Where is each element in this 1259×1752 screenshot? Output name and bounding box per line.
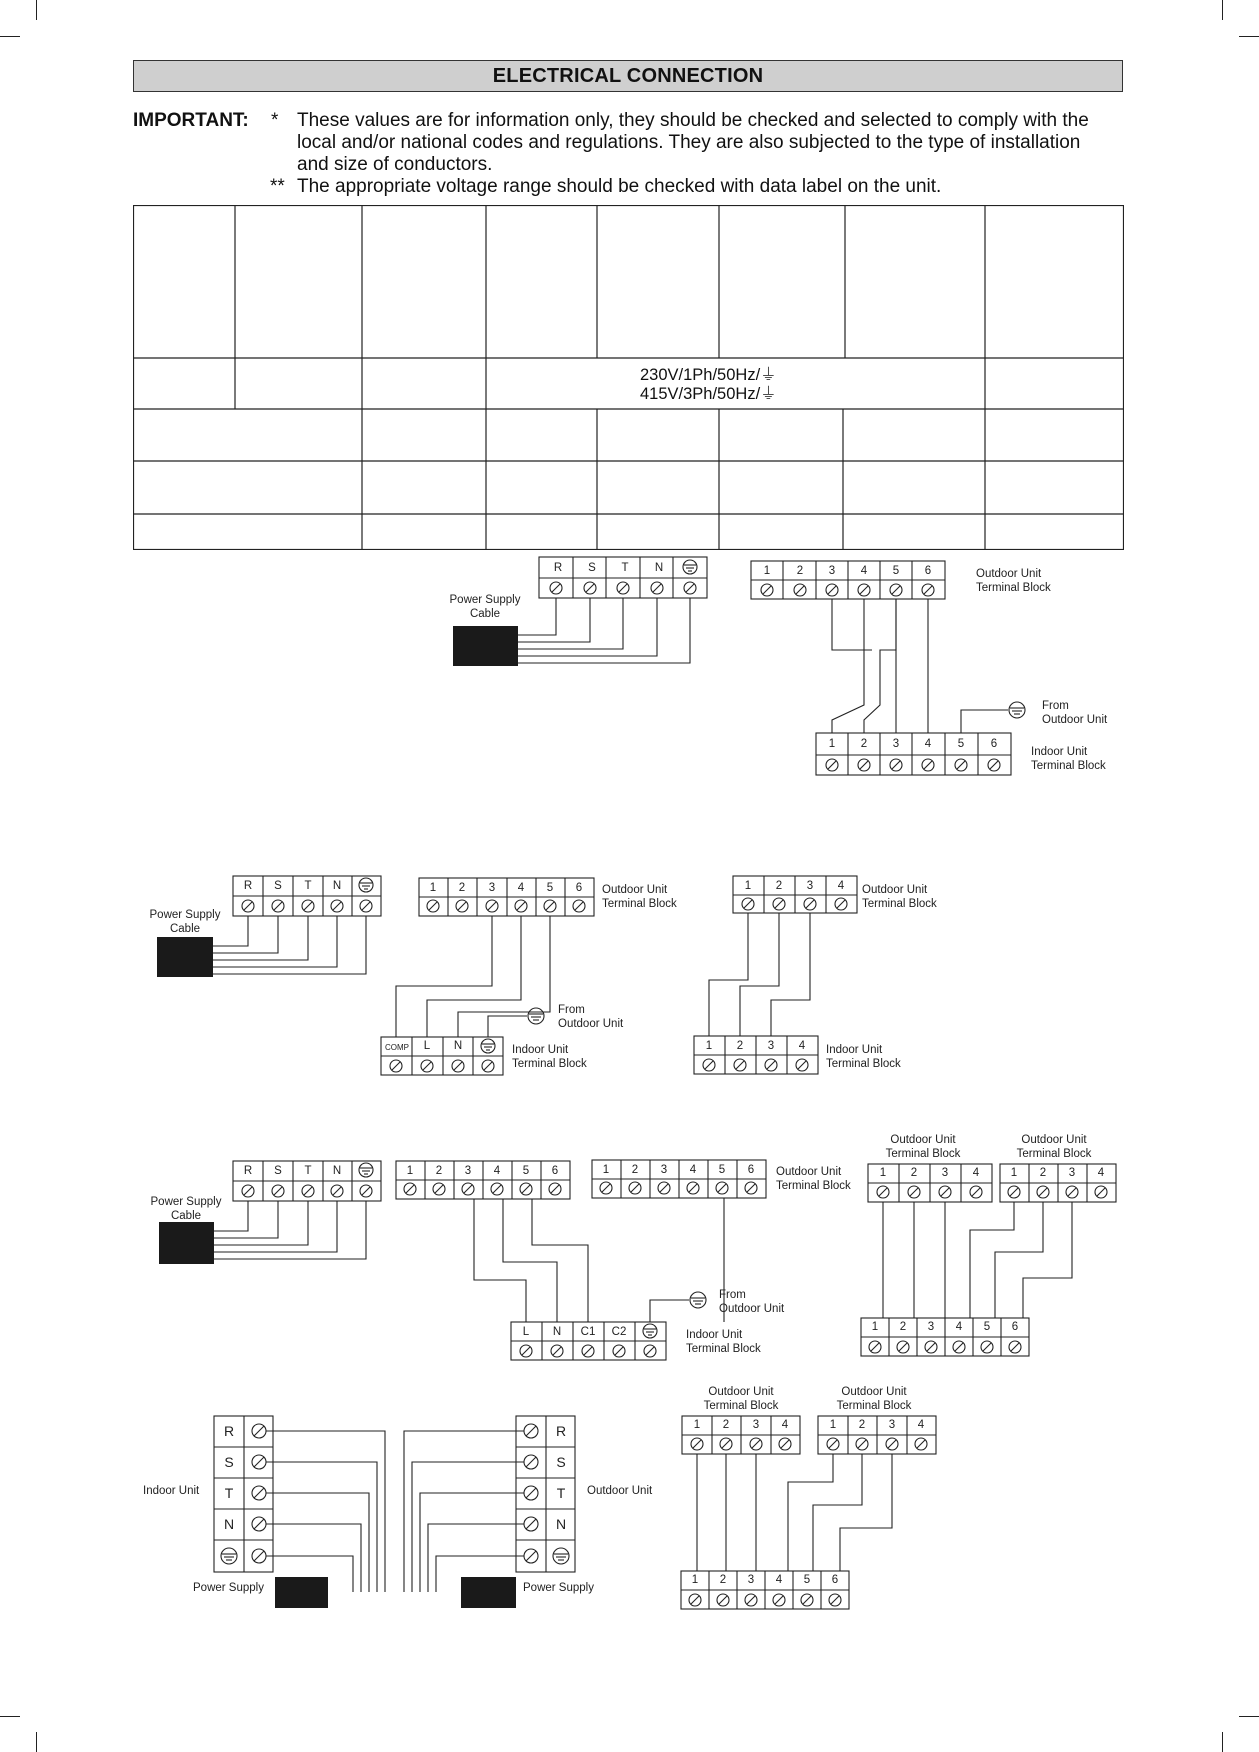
d4r-in-5: 5 xyxy=(803,1574,811,1586)
d2-out-1: 1 xyxy=(429,882,437,894)
crop-mark xyxy=(1222,1732,1223,1752)
d3r-in-6: 6 xyxy=(1011,1321,1019,1333)
d4-power-supply-right: Power Supply xyxy=(523,1582,594,1594)
d3-power-supply-label: Power Supply Cable xyxy=(150,1196,222,1222)
note1-mark: * xyxy=(271,110,279,131)
d1-terminal-s: S xyxy=(588,562,596,574)
d2-terminal-t: T xyxy=(304,880,312,892)
d2b-in-2: 2 xyxy=(736,1040,744,1052)
note1-line2: local and/or national codes and regulations. They are also subjected to the type of installation xyxy=(297,132,1081,153)
d2-in-n: N xyxy=(453,1040,463,1052)
d4r-in-2: 2 xyxy=(719,1574,727,1586)
d4r-in-4: 4 xyxy=(775,1574,783,1586)
d1-terminal-r: R xyxy=(553,562,563,574)
d3-terminal-n: N xyxy=(332,1165,342,1177)
d1-in-6: 6 xyxy=(990,738,998,750)
d1-out-4: 4 xyxy=(860,565,868,577)
d2-out-5: 5 xyxy=(546,882,554,894)
d3a-out-6: 6 xyxy=(551,1165,559,1177)
d2b-out-3: 3 xyxy=(806,880,814,892)
note1-line1: These values are for information only, they should be checked and selected to comply with the xyxy=(297,110,1089,131)
d1-outdoor-label: Outdoor Unit Terminal Block xyxy=(976,568,1051,594)
d4r-outa-2: 2 xyxy=(722,1419,730,1431)
d4-right-r: R xyxy=(555,1423,567,1439)
d3-indoor-label: Indoor Unit Terminal Block xyxy=(686,1329,761,1355)
d3b-out-3: 3 xyxy=(660,1164,668,1176)
d3a-out-4: 4 xyxy=(493,1165,501,1177)
d3b-out-1: 1 xyxy=(602,1164,610,1176)
d4r-in-1: 1 xyxy=(691,1574,699,1586)
d4-r-outdoor-label-a: Outdoor Unit Terminal Block xyxy=(703,1386,779,1412)
d1-out-3: 3 xyxy=(828,565,836,577)
d2b-indoor-label: Indoor Unit Terminal Block xyxy=(826,1044,901,1070)
d1-from-label: From Outdoor Unit xyxy=(1042,700,1108,726)
d2-terminal-n: N xyxy=(332,880,342,892)
crop-mark xyxy=(36,1732,37,1752)
d1-terminal-n: N xyxy=(654,562,664,574)
d4-left-s: S xyxy=(224,1454,234,1470)
d3r-outb-1: 1 xyxy=(1010,1167,1018,1179)
d4-power-supply-left: Power Supply xyxy=(193,1582,264,1594)
d4r-outa-4: 4 xyxy=(781,1419,789,1431)
d2-out-3: 3 xyxy=(488,882,496,894)
d2b-in-4: 4 xyxy=(798,1040,806,1052)
d2-out-6: 6 xyxy=(575,882,583,894)
d4-r-outdoor-label-b: Outdoor Unit Terminal Block xyxy=(836,1386,912,1412)
d1-in-5: 5 xyxy=(957,738,965,750)
d4-indoor-unit-label: Indoor Unit xyxy=(143,1485,200,1497)
d2-out-2: 2 xyxy=(458,882,466,894)
supply-three-phase: 415V/3Ph/50Hz/⏚ xyxy=(640,385,777,403)
d3-terminal-t: T xyxy=(304,1165,312,1177)
d4r-in-6: 6 xyxy=(831,1574,839,1586)
d4-left-r: R xyxy=(223,1423,235,1439)
crop-mark xyxy=(1239,36,1259,37)
d3-in-l: L xyxy=(522,1326,530,1338)
d3-in-c1: C1 xyxy=(580,1326,596,1338)
power-cable-4-right xyxy=(461,1577,516,1608)
d3r-outb-4: 4 xyxy=(1097,1167,1105,1179)
d2-terminal-r: R xyxy=(243,880,253,892)
d3r-outb-2: 2 xyxy=(1039,1167,1047,1179)
d3-r-outdoor-label-b: Outdoor Unit Terminal Block xyxy=(1016,1134,1092,1160)
d3b-out-6: 6 xyxy=(747,1164,755,1176)
d4r-outa-3: 3 xyxy=(752,1419,760,1431)
d2-indoor-label: Indoor Unit Terminal Block xyxy=(512,1044,587,1070)
d4r-in-3: 3 xyxy=(747,1574,755,1586)
supply-single-phase: 230V/1Ph/50Hz/⏚ xyxy=(640,366,777,384)
d1-in-2: 2 xyxy=(860,738,868,750)
d3a-out-5: 5 xyxy=(522,1165,530,1177)
d3a-out-1: 1 xyxy=(406,1165,414,1177)
power-cable-1 xyxy=(453,626,518,666)
d3-in-n: N xyxy=(552,1326,562,1338)
d3-terminal-s: S xyxy=(274,1165,282,1177)
d4-left-n: N xyxy=(223,1516,235,1532)
d1-out-6: 6 xyxy=(924,565,932,577)
d3a-out-2: 2 xyxy=(435,1165,443,1177)
d2b-outdoor-label: Outdoor Unit Terminal Block xyxy=(862,884,937,910)
d2-from-label: From Outdoor Unit xyxy=(558,1004,624,1030)
d1-power-supply-label: Power Supply Cable xyxy=(449,594,521,620)
important-label: IMPORTANT: xyxy=(133,110,249,131)
d3-from-label: From Outdoor Unit xyxy=(719,1289,785,1315)
d2-outdoor-label: Outdoor Unit Terminal Block xyxy=(602,884,677,910)
d2-in-comp: COMP xyxy=(385,1043,409,1052)
d3r-in-1: 1 xyxy=(871,1321,879,1333)
d3r-outa-2: 2 xyxy=(910,1167,918,1179)
crop-mark xyxy=(0,36,20,37)
section-title: ELECTRICAL CONNECTION xyxy=(133,60,1123,92)
d1-in-4: 4 xyxy=(924,738,932,750)
d3-terminal-r: R xyxy=(243,1165,253,1177)
d4-left-t: T xyxy=(224,1485,234,1501)
d3b-out-4: 4 xyxy=(689,1164,697,1176)
d3r-in-4: 4 xyxy=(955,1321,963,1333)
d3r-outb-3: 3 xyxy=(1068,1167,1076,1179)
crop-mark xyxy=(1239,1716,1259,1717)
crop-mark xyxy=(1222,0,1223,20)
crop-mark xyxy=(36,0,37,20)
d1-terminal-t: T xyxy=(621,562,629,574)
d4-right-n: N xyxy=(555,1516,567,1532)
d1-in-3: 3 xyxy=(892,738,900,750)
d3r-in-2: 2 xyxy=(899,1321,907,1333)
d2-in-l: L xyxy=(423,1040,431,1052)
d4r-outb-1: 1 xyxy=(829,1419,837,1431)
d2b-out-1: 1 xyxy=(744,880,752,892)
specification-table xyxy=(133,205,1124,550)
crop-mark xyxy=(0,1716,20,1717)
note1-line3: and size of conductors. xyxy=(297,154,493,175)
power-cable-4-left xyxy=(275,1577,328,1608)
d3r-outa-4: 4 xyxy=(972,1167,980,1179)
d1-in-1: 1 xyxy=(828,738,836,750)
d3b-out-2: 2 xyxy=(631,1164,639,1176)
d1-indoor-label: Indoor Unit Terminal Block xyxy=(1031,746,1106,772)
d3r-in-5: 5 xyxy=(983,1321,991,1333)
power-cable-2 xyxy=(157,937,213,977)
d3r-outa-3: 3 xyxy=(941,1167,949,1179)
d3b-out-5: 5 xyxy=(718,1164,726,1176)
d4-right-s: S xyxy=(556,1454,566,1470)
d1-out-1: 1 xyxy=(763,565,771,577)
d2b-in-1: 1 xyxy=(705,1040,713,1052)
d4r-outa-1: 1 xyxy=(693,1419,701,1431)
d2b-in-3: 3 xyxy=(767,1040,775,1052)
d3r-in-3: 3 xyxy=(927,1321,935,1333)
d4-outdoor-unit-label: Outdoor Unit xyxy=(587,1485,653,1497)
power-supply-spec xyxy=(640,366,777,404)
d3a-out-3: 3 xyxy=(464,1165,472,1177)
d2-out-4: 4 xyxy=(517,882,525,894)
d3-in-c2: C2 xyxy=(611,1326,627,1338)
d3-r-outdoor-label-a: Outdoor Unit Terminal Block xyxy=(885,1134,961,1160)
d4-right-t: T xyxy=(556,1485,566,1501)
note2-text: The appropriate voltage range should be checked with data label on the unit. xyxy=(297,176,942,197)
d2b-out-4: 4 xyxy=(837,880,845,892)
d4r-outb-4: 4 xyxy=(917,1419,925,1431)
d2b-out-2: 2 xyxy=(775,880,783,892)
d2-power-supply-label: Power Supply Cable xyxy=(149,909,221,935)
d4r-outb-3: 3 xyxy=(888,1419,896,1431)
d3-outdoor-label: Outdoor Unit Terminal Block xyxy=(776,1166,851,1192)
d1-out-5: 5 xyxy=(892,565,900,577)
d2-terminal-s: S xyxy=(274,880,282,892)
d1-out-2: 2 xyxy=(796,565,804,577)
d4r-outb-2: 2 xyxy=(858,1419,866,1431)
note2-mark: ** xyxy=(270,176,285,197)
power-cable-3 xyxy=(159,1222,214,1264)
d3r-outa-1: 1 xyxy=(879,1167,887,1179)
